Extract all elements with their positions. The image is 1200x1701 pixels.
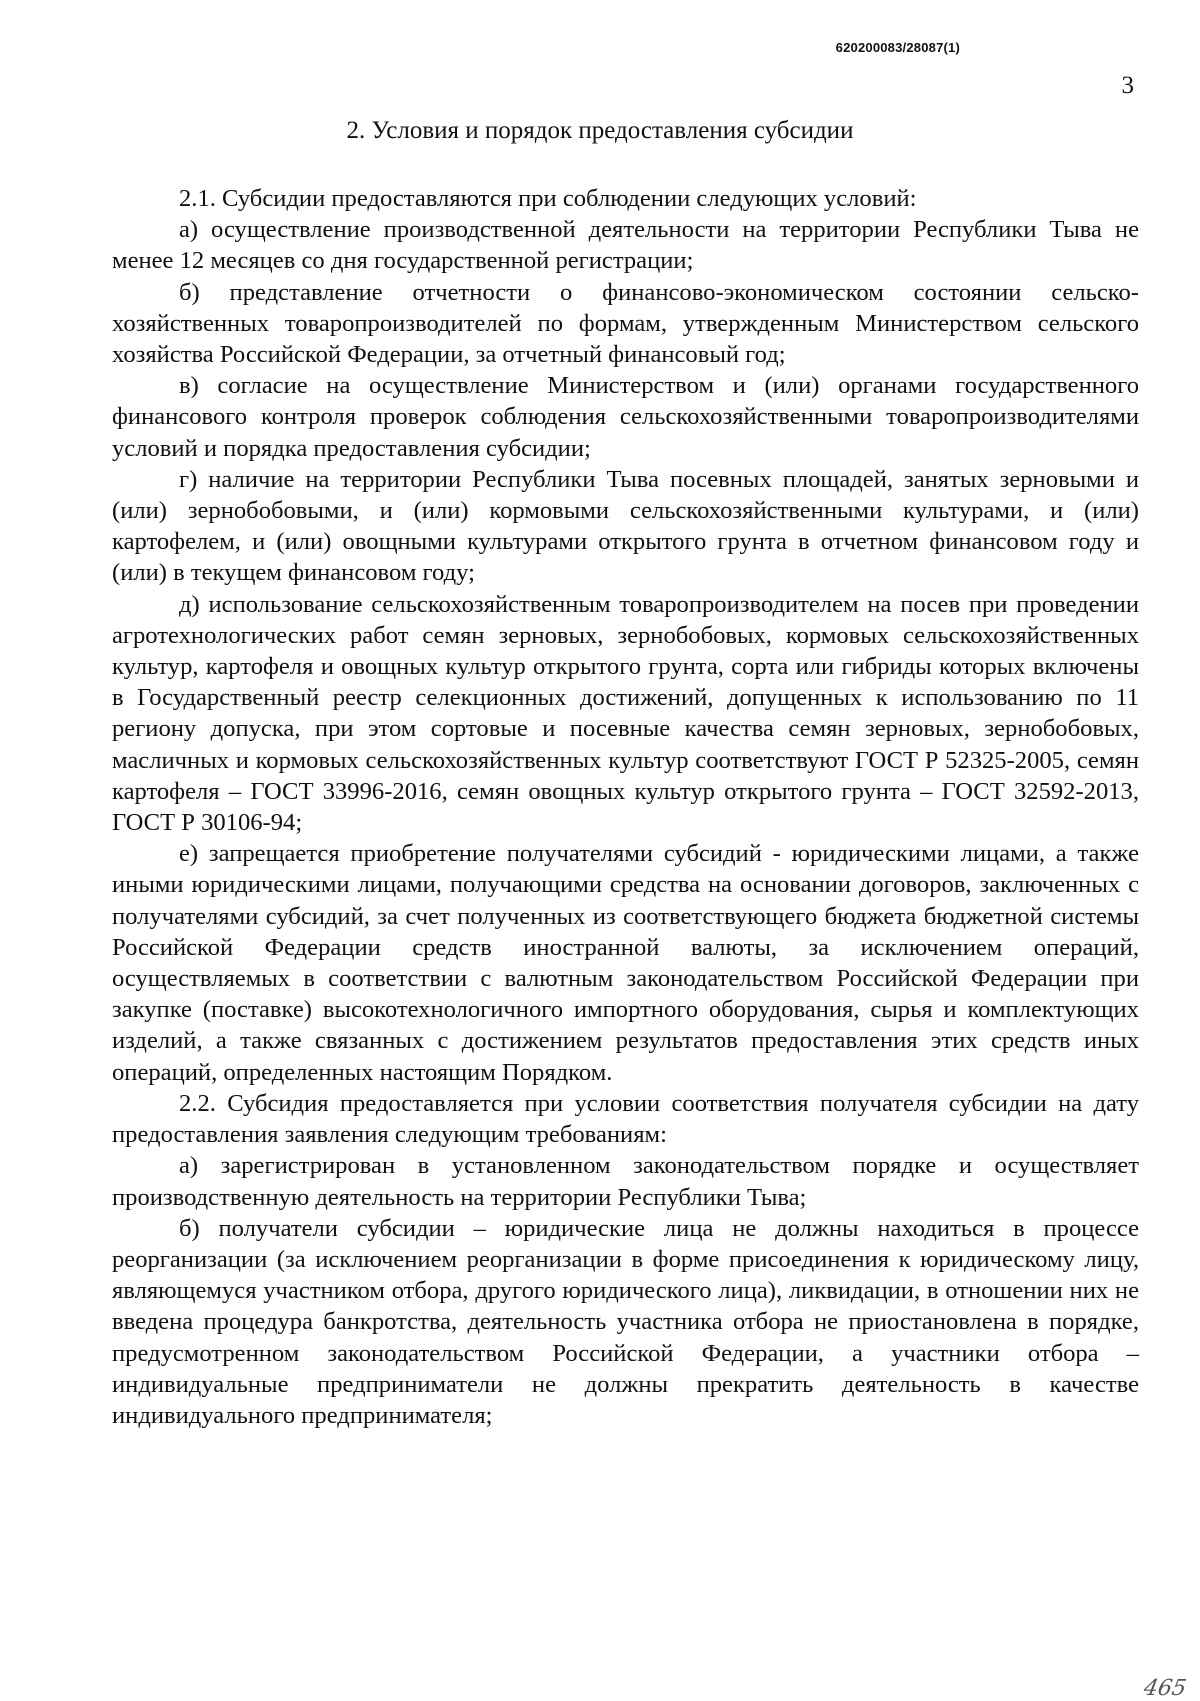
paragraph-2-1-e: е) запрещается приобретение получателями субсидий - юридическими лицами, а также иными юридическими лицами, получающими средства на основании договоров, заключенных с получателями субсидий, за счет полученных из соответствующего бюджета бюджетной системы Российской Федерации средств иностранной валюты, за исключением операций, осуществляемых в соответствии с валютным законодательством Российской Федерации при закупке (поставке) высокотехнологичного импортного оборудования, сырья и комплектующих изделий, а также связанных с достижением результатов предоставления этих средств иных операций, определенных настоящим Порядком.: [112, 840, 1139, 1086]
section-title: 2. Условия и порядок предоставления субсидии: [346, 117, 854, 144]
paragraph-2-2: 2.2. Субсидия предоставляется при условии соответствия получателя субсидии на дату предоставления заявления следующим требованиям:: [112, 1089, 1139, 1149]
page-number: 3: [1121, 72, 1134, 99]
paragraph-2-1: 2.1. Субсидии предоставляются при соблюдении следующих условий:: [179, 185, 917, 212]
document-body: [112, 183, 1139, 1431]
paragraph-2-1-b: б) представление отчетности о финансово-экономическом состоянии сельскохозяйственных товаропроизводителей по формам, утвержденным Министерством сельского хозяйства Российской Федерации, за отчетный финансовый год;: [112, 278, 1139, 369]
paragraph-2-1-v: в) согласие на осуществление Министерством и (или) органами государственного финансового контроля проверок соблюдения сельскохозяйственными товаропроизводителями условий и порядка предоставления субсидии;: [112, 372, 1139, 462]
paragraph-2-1-a: а) осуществление производственной деятельности на территории Республики Тыва не менее 12 месяцев со дня государственной регистрации;: [112, 216, 1139, 275]
paragraph-2-2-a: а) зарегистрирован в установленном законодательством порядке и осуществляет производственную деятельность на территории Республики Тыва;: [112, 1152, 1139, 1211]
handwritten-page-mark: 465: [1141, 1676, 1189, 1701]
document-id: 620200083/28087(1): [835, 40, 960, 55]
paragraph-2-1-g: г) наличие на территории Республики Тыва посевных площадей, занятых зерновыми и (или) зернобобовыми, и (или) кормовыми сельскохозяйственными культурами, и (или) картофелем, и (или) овощными культурами открытого грунта в отчетном финансовом году и (или) в текущем финансовом году;: [112, 465, 1139, 587]
paragraph-2-2-b: б) получатели субсидии – юридические лица не должны находиться в процессе реорганизации (за исключением реорганизации в форме присоединения к юридическому лицу, являющемуся участником отбора, другого юридического лица), ликвидации, в отношении них не введена процедура банкротства, деятельность участника отбора не приостановлена в порядке, предусмотренном законодательством Российской Федерации, а участники отбора – индивидуальные предприниматели не должны прекратить деятельность в качестве индивидуального предпринимателя;: [112, 1214, 1139, 1429]
paragraph-2-1-d: д) использование сельскохозяйственным товаропроизводителем на посев при проведении агротехнологических работ семян зерновых, зернобобовых, кормовых сельскохозяйственных культур, картофеля и овощных культур открытого грунта, сорта или гибриды которых включены в Государственный реестр селекционных достижений, допущенных к использованию по 11 региону допуска, при этом сортовые и посевные качества семян зерновых, зернобобовых, масличных и кормовых сельскохозяйственных культур соответствуют ГОСТ Р 52325-2005, семян картофеля – ГОСТ 33996-2016, семян овощных культур открытого грунта – ГОСТ 32592-2013, ГОСТ Р 30106-94;: [112, 590, 1139, 837]
